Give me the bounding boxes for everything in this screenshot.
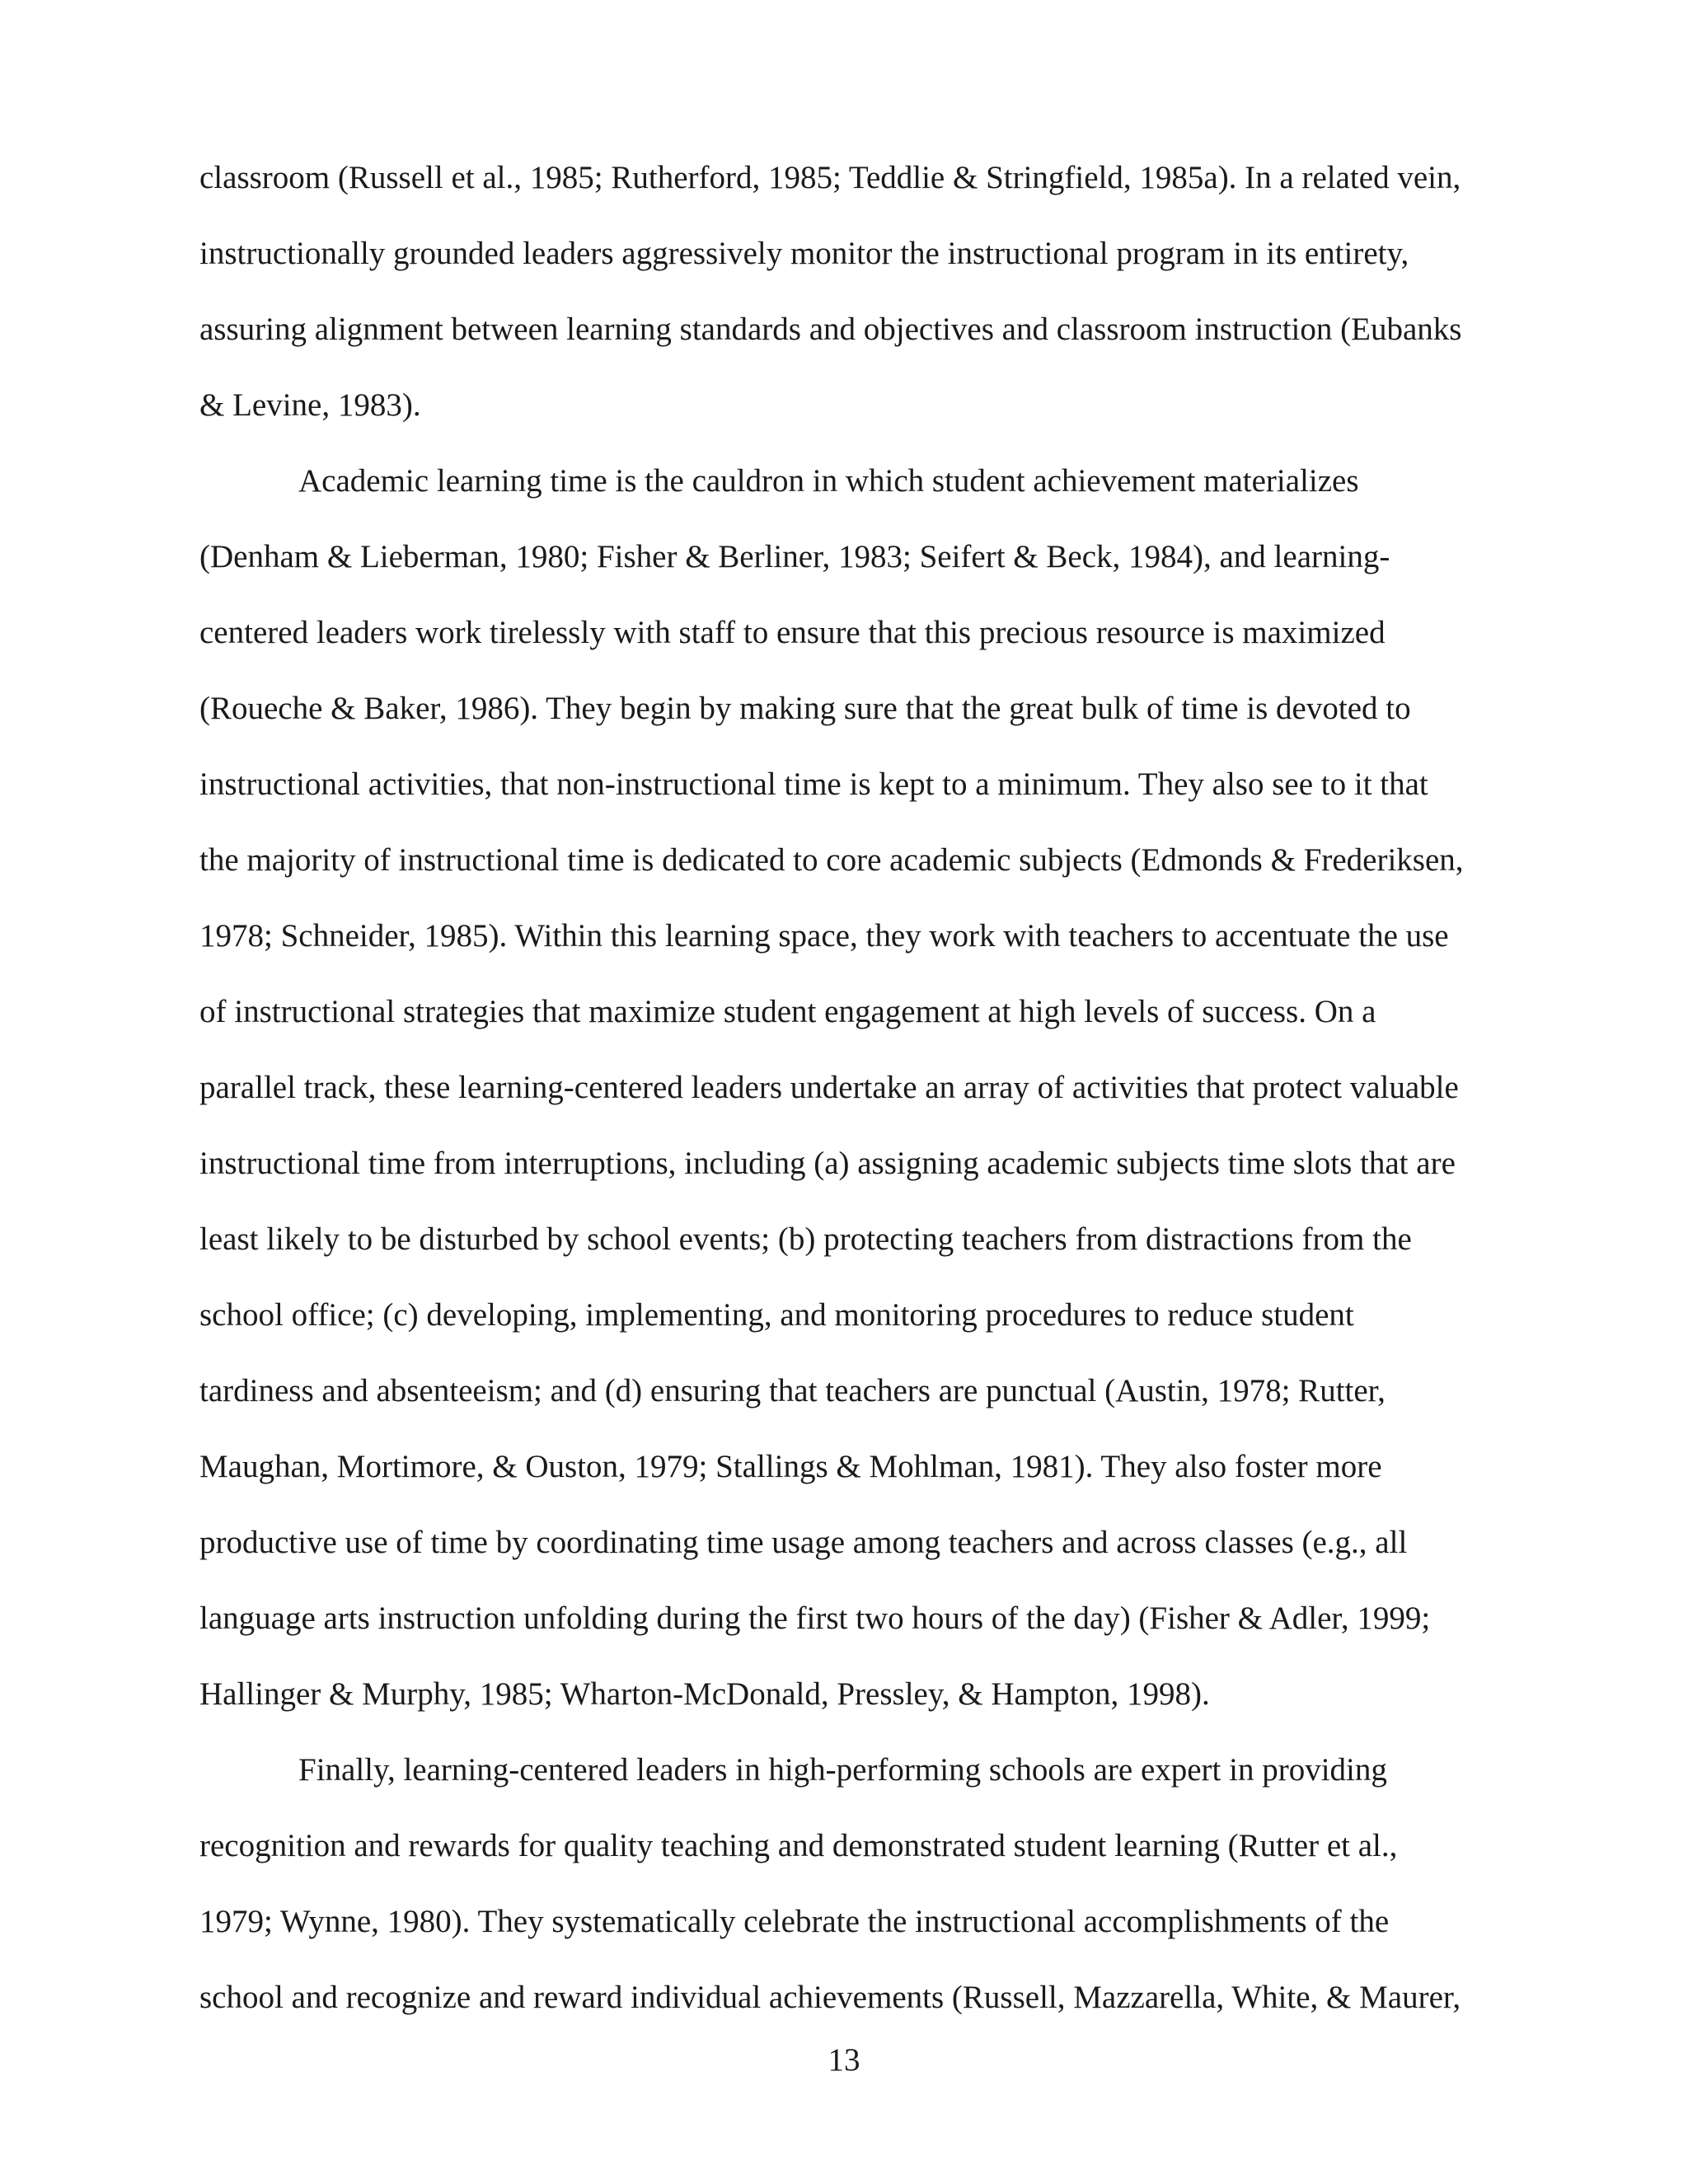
text-line: classroom (Russell et al., 1985; Rutherford, 1985; Teddlie & Stringfield, 1985a). In a related vein, — [199, 160, 1461, 195]
text-line: & Levine, 1983). — [199, 387, 421, 423]
text-line: instructional time from interruptions, including (a) assigning academic subjects time slots that are — [199, 1146, 1456, 1181]
text-line: centered leaders work tirelessly with staff to ensure that this precious resource is maximized — [199, 615, 1386, 650]
text-line: recognition and rewards for quality teaching and demonstrated student learning (Rutter et al., — [199, 1828, 1398, 1863]
text-line: tardiness and absenteeism; and (d) ensuring that teachers are punctual (Austin, 1978; Rutter, — [199, 1373, 1386, 1408]
text-line: Hallinger & Murphy, 1985; Wharton-McDonald, Pressley, & Hampton, 1998). — [199, 1676, 1210, 1712]
text-line: instructionally grounded leaders aggressively monitor the instructional program in its entirety, — [199, 236, 1409, 271]
text-line: (Denham & Lieberman, 1980; Fisher & Berliner, 1983; Seifert & Beck, 1984), and learning- — [199, 539, 1390, 574]
text-line: assuring alignment between learning standards and objectives and classroom instruction (Eubanks — [199, 312, 1462, 347]
text-line: school and recognize and reward individual achievements (Russell, Mazzarella, White, & Maurer, — [199, 1980, 1461, 2015]
text-line: language arts instruction unfolding during the first two hours of the day) (Fisher & Adler, 1999; — [199, 1601, 1431, 1636]
text-line: Maughan, Mortimore, & Ouston, 1979; Stallings & Mohlman, 1981). They also foster more — [199, 1449, 1382, 1484]
text-line: (Roueche & Baker, 1986). They begin by making sure that the great bulk of time is devoted to — [199, 691, 1411, 726]
page-number: 13 — [828, 2042, 860, 2078]
text-line: parallel track, these learning-centered leaders undertake an array of activities that protect valuable — [199, 1070, 1459, 1105]
text-line: instructional activities, that non-instructional time is kept to a minimum. They also see to it that — [199, 766, 1428, 802]
text-line: 1979; Wynne, 1980). They systematically celebrate the instructional accomplishments of the — [199, 1904, 1390, 1939]
text-line: of instructional strategies that maximize student engagement at high levels of success. On a — [199, 994, 1376, 1029]
text-line: the majority of instructional time is dedicated to core academic subjects (Edmonds & Frederiksen, — [199, 842, 1464, 878]
paragraph-first-line: Finally, learning-centered leaders in high-performing schools are expert in providing — [298, 1752, 1387, 1788]
text-line: least likely to be disturbed by school events; (b) protecting teachers from distractions from the — [199, 1221, 1412, 1257]
text-line: school office; (c) developing, implementing, and monitoring procedures to reduce student — [199, 1297, 1354, 1333]
paragraph-first-line: Academic learning time is the cauldron in which student achievement materializes — [298, 463, 1359, 499]
text-line: 1978; Schneider, 1985). Within this learning space, they work with teachers to accentuate the use — [199, 918, 1449, 954]
text-line: productive use of time by coordinating time usage among teachers and across classes (e.g., all — [199, 1525, 1408, 1560]
